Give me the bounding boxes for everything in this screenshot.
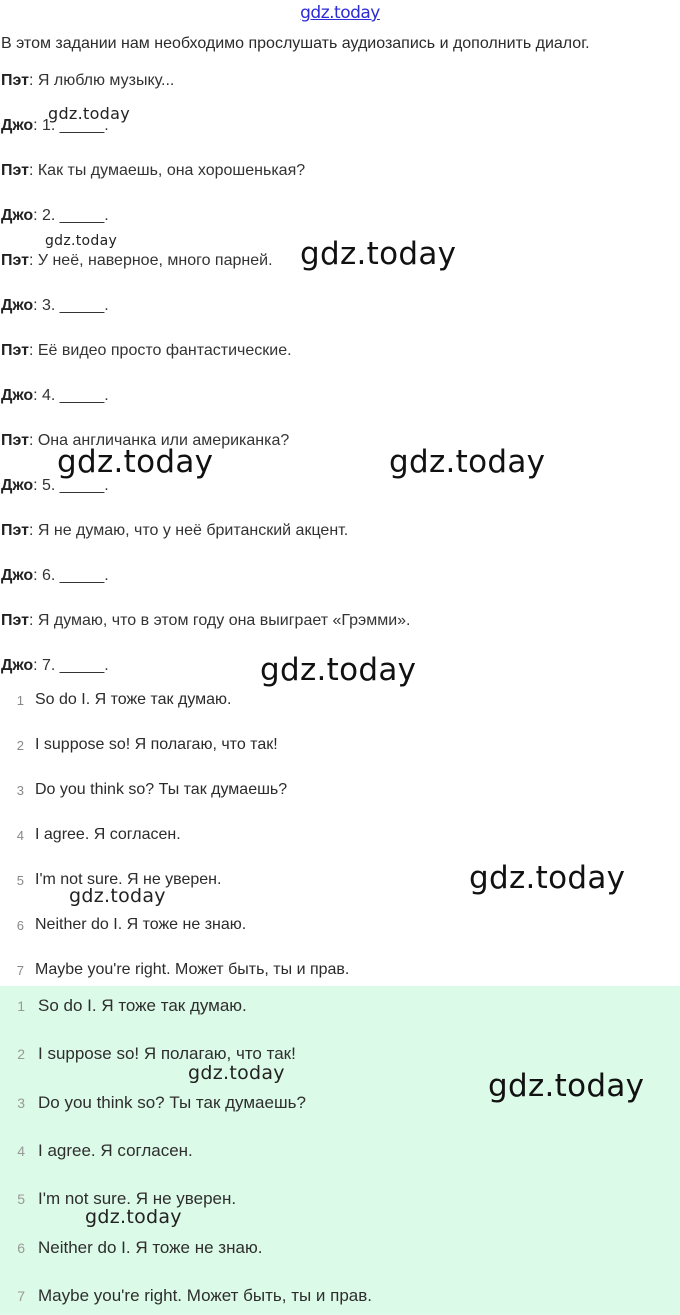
speaker: Джо: [1, 567, 34, 584]
item-text: Maybe you're right. Может быть, ты и прав.: [38, 1286, 373, 1305]
dialog-text: : Я люблю музыку...: [28, 72, 175, 89]
dialog-line: [1, 162, 305, 180]
dialog-text: : 6. _____.: [33, 567, 109, 584]
list-item: [0, 1093, 306, 1113]
dialog-text: : Как ты думаешь, она хорошенькая?: [28, 162, 306, 179]
item-number: 4: [17, 1143, 25, 1159]
site-link[interactable]: gdz.today: [300, 3, 380, 23]
item-number: 3: [17, 1095, 25, 1111]
item-number: 2: [16, 737, 24, 753]
watermark: gdz.today: [45, 233, 118, 249]
task-intro: В этом задании нам необходимо прослушать аудиозапись и дополнить диалог.: [1, 35, 590, 52]
item-text: I'm not sure. Я не уверен.: [38, 1189, 237, 1208]
item-text: Do you think so? Ты так думаешь?: [38, 1093, 306, 1112]
speaker: Джо: [1, 117, 34, 134]
speaker: Пэт: [1, 522, 29, 539]
item-text: I'm not sure. Я не уверен.: [35, 871, 222, 888]
dialog-line: [1, 207, 109, 225]
dialog-line: [1, 657, 109, 675]
speaker: Пэт: [1, 342, 29, 359]
item-text: Do you think so? Ты так думаешь?: [35, 781, 288, 798]
watermark: gdz.today: [48, 104, 130, 123]
speaker: Пэт: [1, 432, 29, 449]
dialog-text: : 7. _____.: [33, 657, 109, 674]
list-item: [0, 915, 246, 935]
dialog-line: [1, 342, 292, 360]
item-text: I suppose so! Я полагаю, что так!: [35, 736, 278, 753]
dialog-line: [1, 612, 411, 630]
item-number: 1: [17, 998, 25, 1014]
dialog-line: [1, 387, 109, 405]
speaker: Пэт: [1, 252, 29, 269]
list-item: [0, 735, 278, 755]
speaker: Джо: [1, 297, 34, 314]
list-item: [0, 1141, 193, 1161]
dialog-line: [1, 72, 174, 90]
dialog-text: : Её видео просто фантастические.: [28, 342, 292, 359]
item-text: Neither do I. Я тоже не знаю.: [35, 916, 247, 933]
dialog-text: : Я думаю, что в этом году она выиграет «Грэмми».: [28, 612, 411, 629]
speaker: Джо: [1, 387, 34, 404]
item-number: 2: [17, 1046, 25, 1062]
item-text: I agree. Я согласен.: [35, 826, 181, 843]
item-number: 6: [17, 1240, 25, 1256]
dialog-text: : Я не думаю, что у неё британский акцент.: [28, 522, 349, 539]
list-item: [0, 1044, 296, 1064]
item-number: 4: [16, 827, 24, 843]
dialog-line: [1, 252, 273, 270]
watermark: gdz.today: [85, 1206, 182, 1228]
item-text: Maybe you're right. Может быть, ты и прав.: [35, 961, 350, 978]
speaker: Пэт: [1, 72, 29, 89]
dialog-text: : 2. _____.: [33, 207, 109, 224]
list-item: [0, 690, 232, 710]
speaker: Пэт: [1, 162, 29, 179]
dialog-text: : 4. _____.: [33, 387, 109, 404]
watermark: gdz.today: [469, 860, 626, 896]
item-number: 7: [17, 1288, 25, 1304]
dialog-text: : У неё, наверное, много парней.: [28, 252, 273, 269]
item-text: I agree. Я согласен.: [38, 1141, 193, 1160]
list-item: [0, 960, 349, 980]
dialog-line: [1, 567, 109, 585]
speaker: Джо: [1, 657, 34, 674]
dialog-text: : 5. _____.: [33, 477, 109, 494]
dialog-text: : Она англичанка или американка?: [28, 432, 290, 449]
watermark: gdz.today: [57, 444, 214, 480]
speaker: Пэт: [1, 612, 29, 629]
item-text: I suppose so! Я полагаю, что так!: [38, 1044, 296, 1063]
list-item: [0, 1286, 372, 1306]
dialog-line: [1, 522, 348, 540]
dialog-text: : 1. _____.: [33, 117, 109, 134]
item-number: 5: [17, 1191, 25, 1207]
watermark: gdz.today: [488, 1068, 645, 1104]
item-number: 7: [16, 962, 24, 978]
item-text: So do I. Я тоже так думаю.: [35, 691, 232, 708]
watermark: gdz.today: [188, 1062, 285, 1084]
item-text: So do I. Я тоже так думаю.: [38, 996, 247, 1015]
speaker: Джо: [1, 477, 34, 494]
item-text: Neither do I. Я тоже не знаю.: [38, 1238, 263, 1257]
list-item: [0, 825, 181, 845]
watermark: gdz.today: [260, 652, 417, 688]
dialog-text: : 3. _____.: [33, 297, 109, 314]
watermark: gdz.today: [389, 444, 546, 480]
list-item: [0, 780, 287, 800]
watermark: gdz.today: [69, 885, 166, 907]
list-item: [0, 1238, 262, 1258]
speaker: Джо: [1, 207, 34, 224]
dialog-line: [1, 297, 109, 315]
item-number: 3: [16, 782, 24, 798]
item-number: 5: [16, 872, 24, 888]
list-item: [0, 996, 247, 1016]
watermark: gdz.today: [300, 236, 457, 272]
item-number: 1: [16, 692, 24, 708]
item-number: 6: [16, 917, 24, 933]
